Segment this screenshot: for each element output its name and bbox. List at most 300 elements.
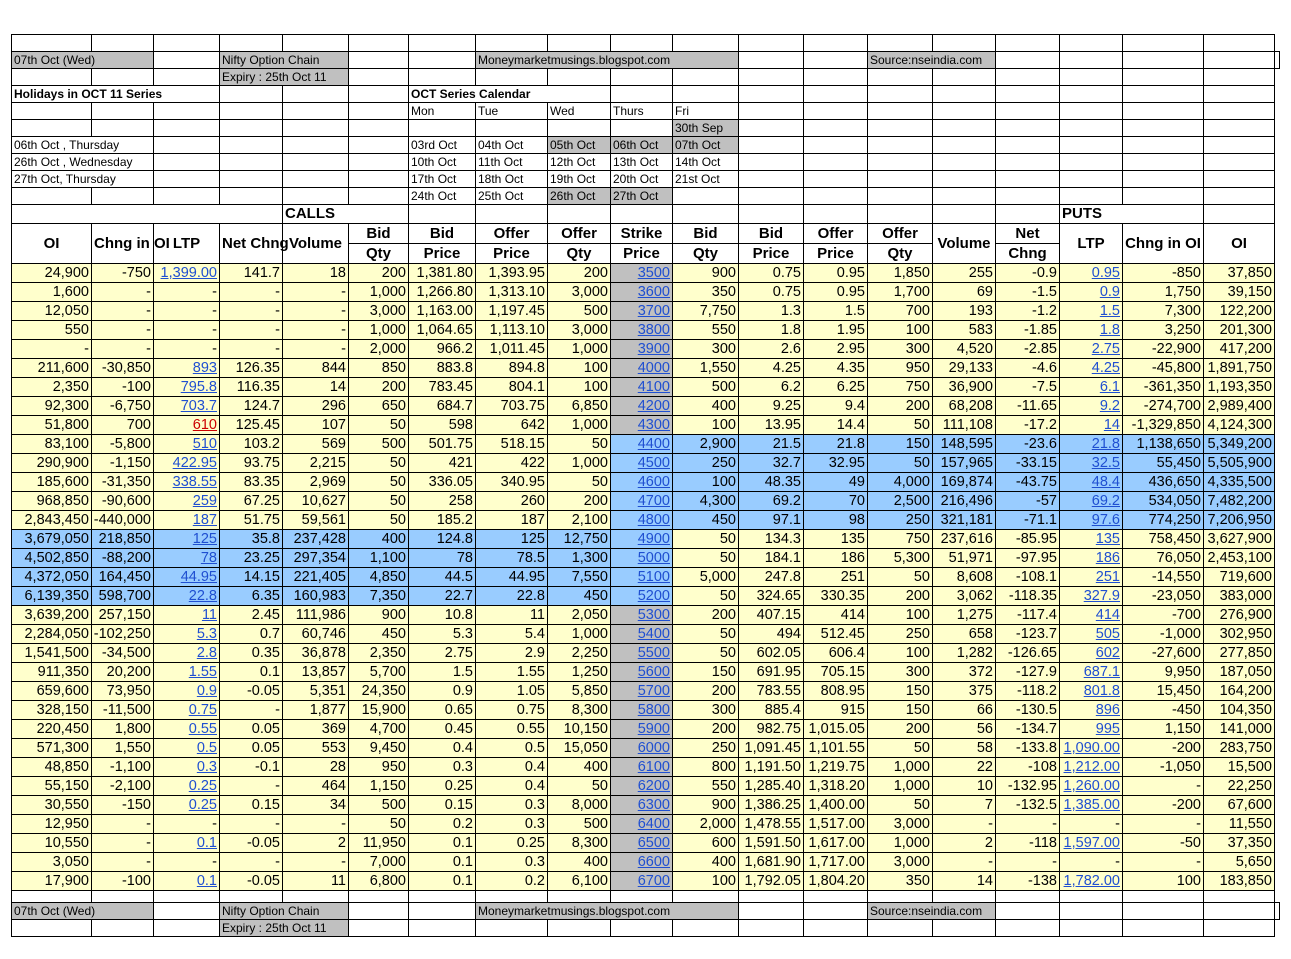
data-cell: 92,300 [12, 397, 92, 416]
data-cell: 1,478.55 [739, 815, 804, 834]
data-cell: 450 [349, 625, 409, 644]
data-cell: 2,284,050 [12, 625, 92, 644]
data-cell: 111,108 [933, 416, 996, 435]
ltp-link[interactable]: 2.8 [196, 645, 217, 661]
empty-cell [409, 35, 476, 52]
data-cell: 277,850 [1204, 644, 1275, 663]
data-cell: - [92, 321, 154, 340]
column-header [409, 224, 476, 244]
empty-cell [1204, 154, 1275, 171]
strike-link[interactable]: 5800 [637, 702, 670, 718]
strike-link[interactable]: 6200 [637, 778, 670, 794]
strike-link[interactable]: 5400 [637, 626, 670, 642]
ltp-link[interactable]: 687.1 [1083, 664, 1120, 680]
ltp-link[interactable]: 1,260.00 [1063, 778, 1120, 794]
strike-link[interactable]: 4300 [637, 417, 670, 433]
data-cell [1060, 283, 1123, 302]
column-header-part: Offer [561, 225, 597, 242]
data-cell [1060, 454, 1123, 473]
ltp-link[interactable]: 0.1 [196, 873, 217, 889]
data-cell: -7.5 [996, 378, 1060, 397]
empty-cell [804, 891, 868, 903]
strike-link[interactable]: 4600 [637, 474, 670, 490]
empty-cell [92, 891, 154, 903]
data-cell: 50 [548, 473, 611, 492]
strike-link[interactable]: 6000 [637, 740, 670, 756]
data-cell: 2 [933, 834, 996, 853]
data-cell: 650 [349, 397, 409, 416]
data-cell: -0.1 [220, 758, 283, 777]
empty-cell [1204, 920, 1275, 937]
data-cell: 122,200 [1204, 302, 1275, 321]
ltp-link[interactable]: 510 [192, 436, 217, 452]
data-cell: 150 [868, 435, 933, 454]
ltp-link[interactable]: 135 [1095, 531, 1120, 547]
empty-cell [349, 52, 409, 69]
holiday-item: 27th Oct, Thursday [12, 171, 154, 188]
ltp-link[interactable]: 187 [192, 512, 217, 528]
data-cell: 1,877 [283, 701, 349, 720]
empty-cell [868, 891, 933, 903]
ltp-link[interactable]: 893 [192, 360, 217, 376]
data-cell: -132.95 [996, 777, 1060, 796]
ltp-link[interactable]: 703.7 [180, 398, 217, 414]
data-cell: -23,050 [1123, 587, 1204, 606]
ltp-link[interactable]: 2.75 [1091, 341, 1120, 357]
ltp-link[interactable]: 11 [201, 607, 217, 623]
data-cell: 8,608 [933, 568, 996, 587]
column-header: Volume [283, 224, 349, 264]
data-cell: 500 [673, 378, 739, 397]
data-cell: 8,000 [548, 796, 611, 815]
data-cell: 50 [349, 416, 409, 435]
data-cell: 600 [673, 834, 739, 853]
data-cell: 1,386.25 [739, 796, 804, 815]
empty-cell [92, 120, 154, 137]
ltp-link[interactable]: 78 [200, 550, 217, 566]
strike-link[interactable]: 4700 [637, 493, 670, 509]
ltp-link[interactable]: 1.5 [1099, 303, 1120, 319]
data-cell: 705.15 [804, 663, 868, 682]
empty-cell [220, 891, 283, 903]
data-cell: 328,150 [12, 701, 92, 720]
empty-cell [933, 171, 996, 188]
data-cell: 1,000 [349, 283, 409, 302]
data-cell: 11,550 [1204, 815, 1275, 834]
data-cell: 24,900 [12, 264, 92, 283]
empty-cell [673, 35, 739, 52]
calendar-date: 05th Oct [548, 137, 611, 154]
data-cell: 534,050 [1123, 492, 1204, 511]
strike-link[interactable]: 6100 [637, 759, 670, 775]
data-cell: 5,650 [1204, 853, 1275, 872]
data-cell: 900 [673, 796, 739, 815]
strike-link[interactable]: 4100 [637, 379, 670, 395]
data-cell: 783.45 [409, 378, 476, 397]
empty-cell [283, 86, 349, 103]
data-cell [154, 435, 220, 454]
data-cell: 164,200 [1204, 682, 1275, 701]
data-cell: 5,349,200 [1204, 435, 1275, 454]
data-cell: 32.7 [739, 454, 804, 473]
data-cell: 4,300 [673, 492, 739, 511]
empty-cell [804, 903, 868, 920]
calendar-date: 17th Oct [409, 171, 476, 188]
data-cell: -71.1 [996, 511, 1060, 530]
strike-link[interactable]: 3600 [637, 284, 670, 300]
strike-cell [611, 606, 673, 625]
empty-cell [996, 86, 1060, 103]
ltp-link[interactable]: 4.25 [1091, 360, 1120, 376]
data-cell: 220,450 [12, 720, 92, 739]
empty-cell [996, 891, 1060, 903]
ltp-link[interactable]: 0.3 [196, 759, 217, 775]
ltp-link[interactable]: 1,399.00 [160, 265, 217, 281]
strike-link[interactable]: 5500 [637, 645, 670, 661]
data-cell: 0.75 [739, 264, 804, 283]
ltp-link[interactable]: 0.25 [188, 797, 217, 813]
empty-cell [933, 120, 996, 137]
data-cell [154, 454, 220, 473]
ltp-link[interactable]: 795.8 [180, 379, 217, 395]
data-cell [154, 587, 220, 606]
ltp-link[interactable]: 896 [1095, 702, 1120, 718]
data-cell [1060, 340, 1123, 359]
strike-link[interactable]: 5300 [637, 607, 670, 623]
data-cell: 11 [476, 606, 548, 625]
ltp-link[interactable]: 9.2 [1099, 398, 1120, 414]
ltp-link[interactable]: 259 [192, 493, 217, 509]
data-cell: 150 [673, 663, 739, 682]
data-cell: 808.95 [804, 682, 868, 701]
data-cell: 7 [933, 796, 996, 815]
data-cell: 70 [804, 492, 868, 511]
empty-cell [804, 103, 868, 120]
ltp-link[interactable]: 0.25 [188, 778, 217, 794]
data-cell: -1.85 [996, 321, 1060, 340]
empty-cell [283, 120, 349, 137]
data-cell: 7,300 [1123, 302, 1204, 321]
empty-cell [1060, 154, 1123, 171]
data-cell: 36,878 [283, 644, 349, 663]
ltp-link[interactable]: 6.1 [1099, 379, 1120, 395]
strike-cell [611, 625, 673, 644]
ltp-link[interactable]: 5.3 [196, 626, 217, 642]
ltp-link[interactable]: 97.6 [1091, 512, 1120, 528]
footer-source: Source:nseindia.com [868, 903, 996, 920]
strike-link[interactable]: 6600 [637, 854, 670, 870]
strike-link[interactable]: 4500 [637, 455, 670, 471]
strike-link[interactable]: 6500 [637, 835, 670, 851]
data-cell: 894.8 [476, 359, 548, 378]
data-cell [1060, 758, 1123, 777]
strike-link[interactable]: 4200 [637, 398, 670, 414]
strike-link[interactable]: 3900 [637, 341, 670, 357]
ltp-link[interactable]: 186 [1095, 550, 1120, 566]
ltp-link[interactable]: 48.4 [1091, 474, 1120, 490]
strike-link[interactable]: 3700 [637, 303, 670, 319]
data-cell: 5,505,900 [1204, 454, 1275, 473]
calendar-date: 21st Oct [673, 171, 739, 188]
column-header: Net Chng [220, 224, 283, 264]
empty-cell [283, 188, 349, 205]
ltp-link[interactable]: 0.9 [1099, 284, 1120, 300]
ltp-link[interactable]: 0.55 [188, 721, 217, 737]
data-cell: 9.25 [739, 397, 804, 416]
column-header-part: Price [739, 244, 804, 264]
data-cell: 5.4 [476, 625, 548, 644]
calendar-title: OCT Series Calendar [409, 86, 611, 103]
calendar-date: 18th Oct [476, 171, 548, 188]
empty-cell [611, 120, 673, 137]
strike-link[interactable]: 4400 [637, 436, 670, 452]
empty-cell [673, 69, 739, 86]
strike-link[interactable]: 3500 [637, 265, 670, 281]
data-cell: 35.8 [220, 530, 283, 549]
data-cell: -200 [1123, 796, 1204, 815]
data-cell: 48,850 [12, 758, 92, 777]
ltp-link[interactable]: 69.2 [1091, 493, 1120, 509]
ltp-link[interactable]: 1,212.00 [1063, 759, 1120, 775]
data-cell: 258 [409, 492, 476, 511]
empty-cell [1123, 103, 1204, 120]
data-cell: 58 [933, 739, 996, 758]
data-cell: 1,266.80 [409, 283, 476, 302]
data-cell: 691.95 [739, 663, 804, 682]
data-cell [154, 777, 220, 796]
data-cell: 518.15 [476, 435, 548, 454]
empty-cell [12, 103, 92, 120]
data-cell: 51,800 [12, 416, 92, 435]
data-cell: -108 [996, 758, 1060, 777]
data-cell: 255 [933, 264, 996, 283]
data-cell: -57 [996, 492, 1060, 511]
ltp-link[interactable]: 14 [1103, 417, 1120, 433]
empty-cell [804, 154, 868, 171]
data-cell: 23.25 [220, 549, 283, 568]
data-cell: 0.35 [220, 644, 283, 663]
data-cell: -450 [1123, 701, 1204, 720]
strike-link[interactable]: 3800 [637, 322, 670, 338]
column-header-part: Price [476, 244, 548, 264]
strike-link[interactable]: 5900 [637, 721, 670, 737]
data-cell: 0.05 [220, 720, 283, 739]
data-cell: 50 [349, 492, 409, 511]
strike-link[interactable]: 4800 [637, 512, 670, 528]
data-cell: 50 [349, 511, 409, 530]
ltp-link[interactable]: 32.5 [1091, 455, 1120, 471]
ltp-link[interactable]: 1.55 [188, 664, 217, 680]
ltp-link[interactable]: 1,782.00 [1063, 873, 1120, 889]
strike-link[interactable]: 5700 [637, 683, 670, 699]
empty-cell [996, 205, 1060, 224]
column-header-part: Chng [996, 244, 1060, 264]
data-cell: 216,496 [933, 492, 996, 511]
blog-label: Moneymarketmusings.blogspot.com [476, 52, 739, 69]
strike-cell [611, 796, 673, 815]
data-cell: 6,800 [349, 872, 409, 891]
data-cell: 18 [283, 264, 349, 283]
empty-cell [409, 69, 476, 86]
strike-cell [611, 644, 673, 663]
data-cell: 0.1 [409, 872, 476, 891]
empty-cell [349, 188, 409, 205]
strike-link[interactable]: 5100 [637, 569, 670, 585]
ltp-link[interactable]: 0.5 [196, 740, 217, 756]
data-cell: 700 [92, 416, 154, 435]
ltp-link[interactable]: 21.8 [1091, 436, 1120, 452]
strike-link[interactable]: 6300 [637, 797, 670, 813]
data-cell: 125.45 [220, 416, 283, 435]
data-cell: 4,372,050 [12, 568, 92, 587]
empty-cell [611, 920, 673, 937]
empty-cell [1204, 205, 1275, 224]
data-cell: 1,138,650 [1123, 435, 1204, 454]
data-cell: 9,950 [1123, 663, 1204, 682]
data-cell [154, 739, 220, 758]
empty-cell [996, 188, 1060, 205]
ltp-link[interactable]: 1.8 [1099, 322, 1120, 338]
data-cell: -1,329,850 [1123, 416, 1204, 435]
data-cell: -123.7 [996, 625, 1060, 644]
data-cell: 1,150 [1123, 720, 1204, 739]
empty-cell [1060, 103, 1123, 120]
data-cell [154, 397, 220, 416]
data-cell: 1,113.10 [476, 321, 548, 340]
data-cell: 0.3 [476, 815, 548, 834]
ltp-link[interactable]: 22.8 [188, 588, 217, 604]
ltp-link[interactable]: 0.9 [196, 683, 217, 699]
ltp-link[interactable]: 0.95 [1091, 265, 1120, 281]
ltp-link[interactable]: 995 [1095, 721, 1120, 737]
ltp-link[interactable]: 327.9 [1083, 588, 1120, 604]
ltp-link[interactable]: 1,597.00 [1063, 835, 1120, 851]
data-cell: 968,850 [12, 492, 92, 511]
empty-cell [154, 920, 220, 937]
empty-cell [349, 103, 409, 120]
data-cell: -1.5 [996, 283, 1060, 302]
data-cell: 0.4 [476, 758, 548, 777]
data-cell: 3,000 [868, 853, 933, 872]
data-cell: 200 [673, 720, 739, 739]
empty-cell [933, 86, 996, 103]
empty-cell [611, 891, 673, 903]
strike-link[interactable]: 4900 [637, 531, 670, 547]
calendar-date: 04th Oct [476, 137, 548, 154]
data-cell: 407.15 [739, 606, 804, 625]
ltp-link[interactable]: 414 [1095, 607, 1120, 623]
empty-cell [933, 188, 996, 205]
strike-cell [611, 682, 673, 701]
ltp-link[interactable]: 422.95 [172, 455, 217, 471]
empty-cell [1123, 154, 1204, 171]
data-cell: 9.4 [804, 397, 868, 416]
data-cell: 24,350 [349, 682, 409, 701]
strike-link[interactable]: 5200 [637, 588, 670, 604]
data-cell: 200 [349, 378, 409, 397]
data-cell: 55,150 [12, 777, 92, 796]
empty-cell [12, 891, 92, 903]
empty-cell [996, 903, 1060, 920]
empty-cell [611, 205, 673, 224]
empty-cell [409, 205, 476, 224]
empty-cell [996, 69, 1060, 86]
empty-cell [349, 154, 409, 171]
calendar-day: Tue [476, 103, 548, 120]
data-cell: 883.8 [409, 359, 476, 378]
data-cell: 1,800 [92, 720, 154, 739]
data-cell: 0.5 [476, 739, 548, 758]
data-cell: 0.15 [409, 796, 476, 815]
strike-link[interactable]: 6400 [637, 816, 670, 832]
empty-cell [996, 154, 1060, 171]
data-cell: 1,000 [868, 777, 933, 796]
strike-link[interactable]: 5600 [637, 664, 670, 680]
strike-cell [611, 283, 673, 302]
data-cell: 48.35 [739, 473, 804, 492]
strike-link[interactable]: 6700 [637, 873, 670, 889]
data-cell: - [1123, 853, 1204, 872]
data-cell: 684.7 [409, 397, 476, 416]
column-header: Chng in OI [92, 224, 154, 264]
empty-cell [283, 103, 349, 120]
data-cell: 422 [476, 454, 548, 473]
ltp-link[interactable]: 1,385.00 [1063, 797, 1120, 813]
ltp-link[interactable]: 1,090.00 [1063, 740, 1120, 756]
data-cell: 8,300 [548, 834, 611, 853]
ltp-link[interactable]: 125 [192, 531, 217, 547]
data-cell: 157,965 [933, 454, 996, 473]
data-cell: 703.75 [476, 397, 548, 416]
data-cell: 350 [673, 283, 739, 302]
data-cell: 13,857 [283, 663, 349, 682]
data-cell: 11 [283, 872, 349, 891]
empty-cell [1060, 120, 1123, 137]
ltp-link[interactable]: 610 [192, 417, 217, 433]
data-cell [1060, 530, 1123, 549]
ltp-link[interactable]: 338.55 [172, 474, 217, 490]
data-cell: 13.95 [739, 416, 804, 435]
ltp-link[interactable]: 251 [1095, 569, 1120, 585]
data-cell: -134.7 [996, 720, 1060, 739]
data-cell [154, 663, 220, 682]
data-cell: - [220, 321, 283, 340]
ltp-link[interactable]: 505 [1095, 626, 1120, 642]
ltp-link[interactable]: 801.8 [1083, 683, 1120, 699]
data-cell: 12,050 [12, 302, 92, 321]
data-cell: -274,700 [1123, 397, 1204, 416]
data-cell: -33.15 [996, 454, 1060, 473]
ltp-link[interactable]: 602 [1095, 645, 1120, 661]
empty-cell [739, 188, 804, 205]
data-cell: 324.65 [739, 587, 804, 606]
column-header: OI [1204, 224, 1275, 264]
data-cell: 1,000 [548, 625, 611, 644]
data-cell: 7,350 [349, 587, 409, 606]
calendar-date: 24th Oct [409, 188, 476, 205]
strike-link[interactable]: 4000 [637, 360, 670, 376]
data-cell: 0.95 [804, 283, 868, 302]
ltp-link[interactable]: 0.1 [196, 835, 217, 851]
data-cell: 553 [283, 739, 349, 758]
data-cell: 321,181 [933, 511, 996, 530]
data-cell: -23.6 [996, 435, 1060, 454]
data-cell: 218,850 [92, 530, 154, 549]
strike-link[interactable]: 5000 [637, 550, 670, 566]
ltp-link[interactable]: 44.95 [180, 569, 217, 585]
ltp-link[interactable]: 0.75 [188, 702, 217, 718]
empty-cell [868, 171, 933, 188]
